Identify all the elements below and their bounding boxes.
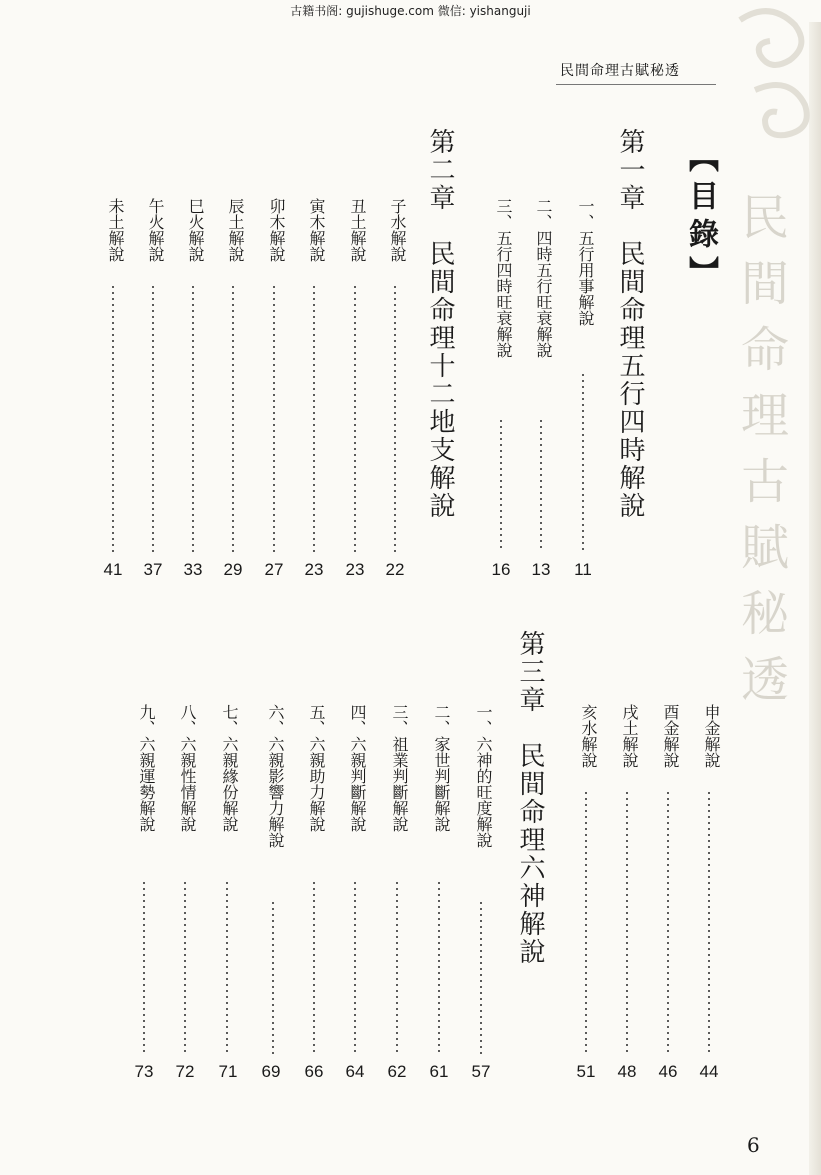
toc-entry-page: 23 <box>304 560 324 579</box>
toc-entry-label[interactable]: 亥水解說 <box>579 704 598 768</box>
dot-leader <box>112 284 114 552</box>
toc-entry-page: 51 <box>576 1062 596 1081</box>
toc-entry-label[interactable]: 三、五行四時旺衰解說 <box>494 198 513 358</box>
page-edge-shadow <box>809 0 821 1175</box>
dot-leader <box>626 790 628 1054</box>
toc-entry-label[interactable]: 二、家世判斷解說 <box>432 704 451 832</box>
dot-leader <box>313 284 315 552</box>
toc-entry-label[interactable]: 卯木解說 <box>267 198 286 262</box>
toc-entry-label[interactable]: 戌土解說 <box>620 704 639 768</box>
dot-leader <box>585 790 587 1054</box>
toc-entry-label[interactable]: 七、六親緣份解說 <box>220 704 239 832</box>
toc-entry-label[interactable]: 九、六親運勢解說 <box>137 704 156 832</box>
dot-leader <box>232 284 234 552</box>
toc-entry-label[interactable]: 申金解說 <box>702 704 721 768</box>
decorative-book-title: 民間命理古賦秘透 <box>740 190 789 708</box>
dot-leader <box>582 372 584 552</box>
toc-entry-label[interactable]: 一、六神的旺度解說 <box>474 704 493 848</box>
toc-entry-page: 37 <box>143 560 163 579</box>
dot-leader <box>184 880 186 1054</box>
running-head-rule <box>556 84 716 85</box>
dot-leader <box>500 418 502 552</box>
dot-leader <box>394 284 396 552</box>
toc-entry-page: 57 <box>471 1062 491 1081</box>
toc-entry-label[interactable]: 四、六親判斷解說 <box>348 704 367 832</box>
toc-entry-page: 71 <box>218 1062 238 1081</box>
toc-entry-page: 73 <box>134 1062 154 1081</box>
toc-entry-page: 46 <box>658 1062 678 1081</box>
toc-entry-page: 48 <box>617 1062 637 1081</box>
toc-entry-page: 72 <box>175 1062 195 1081</box>
toc-entry-label[interactable]: 六、六親影響力解說 <box>266 704 285 848</box>
toc-entry-label[interactable]: 子水解說 <box>388 198 407 262</box>
dot-leader <box>273 284 275 552</box>
toc-entry-page: 62 <box>387 1062 407 1081</box>
dot-leader <box>192 284 194 552</box>
dot-leader <box>438 880 440 1054</box>
dot-leader <box>708 790 710 1054</box>
dot-leader <box>152 284 154 552</box>
toc-entry-page: 29 <box>223 560 243 579</box>
toc-entry-page: 16 <box>491 560 511 579</box>
chapter-2-heading: 第二章 民間命理十二地支解說 <box>425 128 455 520</box>
running-head: 民間命理古賦秘透 <box>560 63 680 79</box>
dot-leader <box>354 284 356 552</box>
toc-entry-label[interactable]: 丑土解說 <box>348 198 367 262</box>
toc-entry-label[interactable]: 酉金解說 <box>661 704 680 768</box>
chapter-1-heading: 第一章 民間命理五行四時解說 <box>615 128 645 520</box>
toc-entry-page: 11 <box>574 560 592 579</box>
dot-leader <box>396 880 398 1054</box>
toc-entry-page: 27 <box>264 560 284 579</box>
dot-leader <box>226 880 228 1054</box>
toc-entry-label[interactable]: 寅木解說 <box>307 198 326 262</box>
toc-entry-label[interactable]: 五、六親助力解說 <box>307 704 326 832</box>
watermark-text: 古籍书阁: gujishuge.com 微信: yishanguji <box>0 0 821 22</box>
toc-entry-label[interactable]: 三、祖業判斷解說 <box>390 704 409 832</box>
toc-entry-page: 66 <box>304 1062 324 1081</box>
toc-entry-page: 44 <box>699 1062 719 1081</box>
toc-entry-page: 13 <box>531 560 551 579</box>
toc-entry-page: 61 <box>429 1062 449 1081</box>
dot-leader <box>272 900 274 1054</box>
toc-entry-page: 23 <box>345 560 365 579</box>
toc-entry-page: 33 <box>183 560 203 579</box>
toc-entry-label[interactable]: 巳火解說 <box>186 198 205 262</box>
toc-title: 【目錄】 <box>683 142 718 294</box>
toc-entry-page: 69 <box>261 1062 281 1081</box>
toc-entry-label[interactable]: 八、六親性情解說 <box>178 704 197 832</box>
toc-entry-label[interactable]: 一、五行用事解說 <box>576 198 595 326</box>
dot-leader <box>540 418 542 552</box>
dot-leader <box>354 880 356 1054</box>
toc-entry-label[interactable]: 未土解說 <box>106 198 125 262</box>
dot-leader <box>480 900 482 1054</box>
dot-leader <box>313 880 315 1054</box>
toc-entry-label[interactable]: 午火解說 <box>146 198 165 262</box>
page-number: 6 <box>747 1133 760 1157</box>
chapter-3-heading: 第三章 民間命理六神解說 <box>515 630 545 966</box>
dot-leader <box>143 880 145 1054</box>
cloud-ornament-icon <box>720 0 820 170</box>
toc-entry-page: 41 <box>103 560 123 579</box>
toc-entry-label[interactable]: 辰土解說 <box>226 198 245 262</box>
toc-entry-label[interactable]: 二、四時五行旺衰解說 <box>534 198 553 358</box>
dot-leader <box>667 790 669 1054</box>
toc-entry-page: 22 <box>385 560 405 579</box>
toc-entry-page: 64 <box>345 1062 365 1081</box>
